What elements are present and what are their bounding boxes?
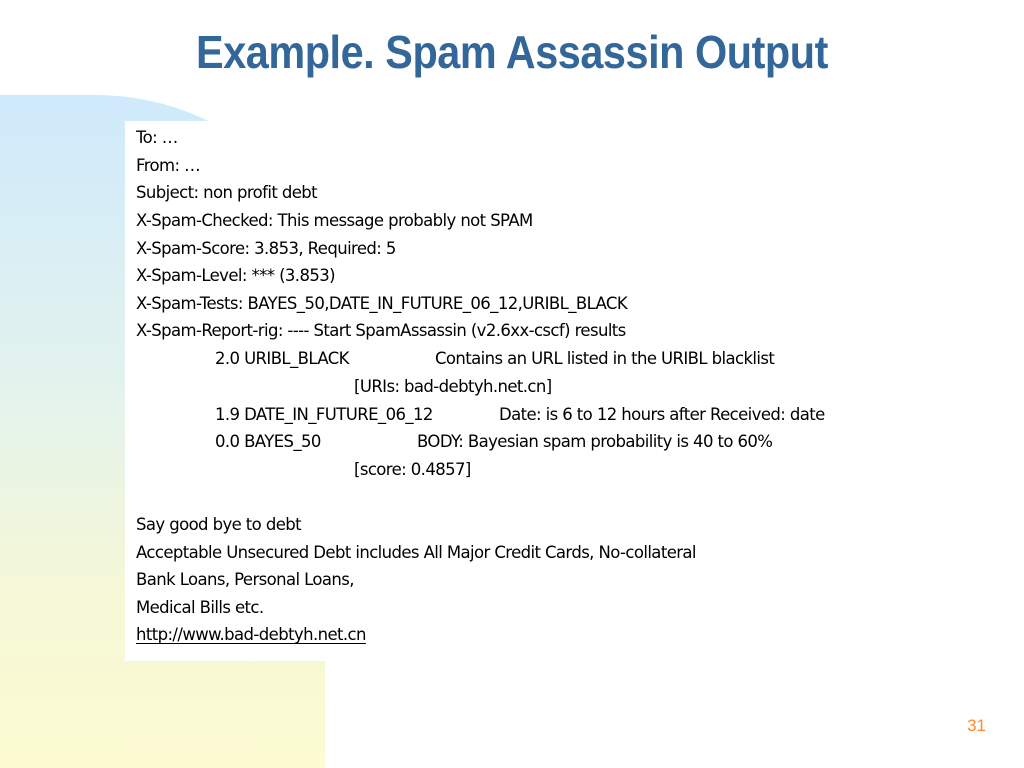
report-detail: [score: 0.4857] bbox=[354, 460, 471, 479]
page-number: 31 bbox=[967, 716, 986, 735]
report-rule: 1.9 DATE_IN_FUTURE_06_12 bbox=[215, 405, 433, 424]
header-spam-level: X-Spam-Level: *** (3.853) bbox=[136, 266, 335, 285]
spam-assassin-output bbox=[125, 121, 895, 661]
report-description: BODY: Bayesian spam probability is 40 to 60% bbox=[417, 432, 773, 451]
header-spam-report: X-Spam-Report-rig: ---- Start SpamAssassin (v2.6xx-cscf) results bbox=[136, 321, 626, 340]
header-from: From: … bbox=[136, 156, 200, 175]
report-description: Date: is 6 to 12 hours after Received: date bbox=[499, 405, 825, 424]
header-subject: Subject: non profit debt bbox=[136, 183, 318, 202]
header-spam-tests: X-Spam-Tests: BAYES_50,DATE_IN_FUTURE_06_12,URIBL_BLACK bbox=[136, 294, 628, 313]
body-line: Say good bye to debt bbox=[136, 515, 301, 534]
header-to: To: … bbox=[136, 128, 178, 147]
header-spam-score: X-Spam-Score: 3.853, Required: 5 bbox=[136, 239, 396, 258]
body-line: Acceptable Unsecured Debt includes All Major Credit Cards, No-collateral bbox=[136, 543, 696, 562]
report-rule: 2.0 URIBL_BLACK bbox=[215, 349, 349, 368]
body-line: Medical Bills etc. bbox=[136, 598, 264, 617]
header-spam-checked: X-Spam-Checked: This message probably not SPAM bbox=[136, 211, 533, 230]
spam-link[interactable]: http://www.bad-debtyh.net.cn bbox=[136, 625, 366, 644]
slide-title: Example. Spam Assassin Output bbox=[196, 26, 828, 78]
body-line: Bank Loans, Personal Loans, bbox=[136, 570, 354, 589]
report-description: Contains an URL listed in the URIBL blacklist bbox=[435, 349, 775, 368]
report-rule: 0.0 BAYES_50 bbox=[215, 432, 321, 451]
report-detail: [URIs: bad-debtyh.net.cn] bbox=[354, 377, 552, 396]
